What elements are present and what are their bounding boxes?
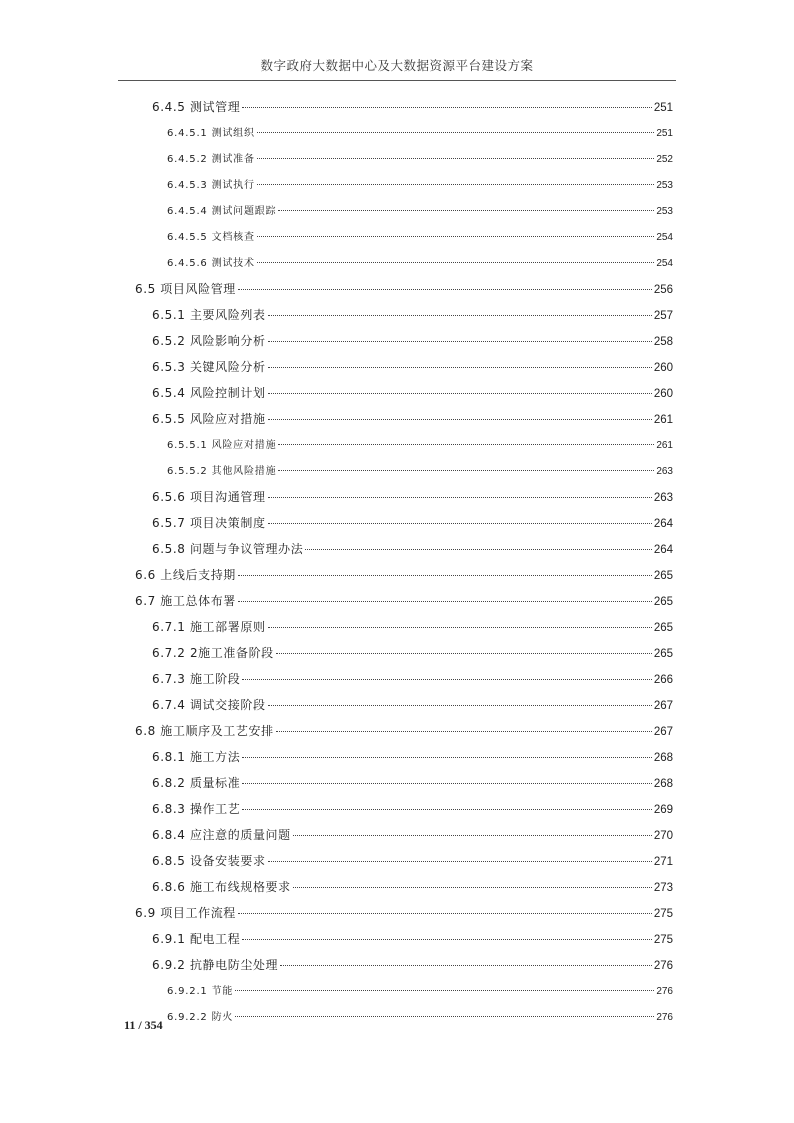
- toc-entry[interactable]: [152, 670, 673, 687]
- toc-entry-page-number: 260: [653, 388, 673, 400]
- toc-entry-label: 6.9.1 配电工程: [152, 932, 241, 946]
- toc-entry-label: 6.5.1 主要风险列表: [152, 308, 266, 322]
- toc-entry-page-number: 269: [653, 804, 673, 816]
- toc-entry[interactable]: [152, 514, 673, 531]
- toc-dot-leader: [268, 341, 652, 342]
- toc-entry-page-number: 254: [656, 232, 673, 243]
- toc-entry-label: 6.8.1 施工方法: [152, 750, 241, 764]
- toc-dot-leader: [257, 158, 655, 159]
- toc-dot-leader: [238, 575, 652, 576]
- toc-entry-page-number: 251: [656, 128, 673, 139]
- toc-dot-leader: [268, 861, 652, 862]
- toc-entry-page-number: 260: [653, 362, 673, 374]
- toc-entry[interactable]: [152, 774, 673, 791]
- toc-entry-page-number: 265: [653, 622, 673, 634]
- toc-entry-page-number: 254: [656, 258, 673, 269]
- toc-entry-label: 6.4.5.4 测试问题跟踪: [167, 206, 277, 217]
- toc-dot-leader: [242, 107, 651, 108]
- toc-dot-leader: [278, 444, 654, 445]
- toc-entry-label: 6.9 项目工作流程: [135, 906, 236, 920]
- toc-entry[interactable]: [135, 566, 673, 583]
- toc-entry-label: 6.6 上线后支持期: [135, 568, 236, 582]
- toc-dot-leader: [242, 757, 651, 758]
- toc-entry-page-number: 273: [653, 882, 673, 894]
- toc-entry-page-number: 276: [653, 960, 673, 972]
- toc-entry[interactable]: [167, 1008, 673, 1023]
- toc-entry[interactable]: [152, 930, 673, 947]
- toc-entry-page-number: 275: [653, 908, 673, 920]
- toc-entry-page-number: 251: [653, 102, 673, 114]
- toc-entry-label: 6.9.2 抗静电防尘处理: [152, 958, 279, 972]
- toc-dot-leader: [276, 731, 652, 732]
- toc-entry[interactable]: [152, 384, 673, 401]
- toc-dot-leader: [238, 913, 652, 914]
- toc-entry-label: 6.5.7 项目决策制度: [152, 516, 266, 530]
- toc-entry-page-number: 253: [656, 180, 673, 191]
- toc-entry[interactable]: [152, 98, 673, 115]
- toc-entry-page-number: 261: [656, 440, 673, 451]
- toc-dot-leader: [268, 367, 652, 368]
- toc-entry-label: 6.5 项目风险管理: [135, 282, 236, 296]
- toc-entry[interactable]: [152, 644, 673, 661]
- toc-entry[interactable]: [152, 956, 673, 973]
- toc-dot-leader: [278, 210, 654, 211]
- toc-dot-leader: [242, 783, 651, 784]
- toc-entry-label: 6.7.2 2施工准备阶段: [152, 646, 274, 660]
- toc-entry-label: 6.7.3 施工阶段: [152, 672, 241, 686]
- toc-entry-label: 6.7.1 施工部署原则: [152, 620, 266, 634]
- toc-entry[interactable]: [152, 696, 673, 713]
- toc-entry[interactable]: [167, 462, 673, 477]
- toc-dot-leader: [293, 887, 652, 888]
- toc-entry-page-number: 276: [656, 1012, 673, 1023]
- toc-entry-page-number: 265: [653, 570, 673, 582]
- toc-dot-leader: [280, 965, 652, 966]
- toc-entry-page-number: 257: [653, 310, 673, 322]
- toc-entry-label: 6.4.5.2 测试准备: [167, 154, 255, 165]
- toc-entry-label: 6.4.5.6 测试技术: [167, 258, 255, 269]
- toc-entry-label: 6.4.5.3 测试执行: [167, 180, 255, 191]
- toc-entry-page-number: 252: [656, 154, 673, 165]
- toc-entry-page-number: 264: [653, 544, 673, 556]
- toc-dot-leader: [238, 601, 652, 602]
- toc-entry[interactable]: [167, 150, 673, 165]
- toc-dot-leader: [242, 679, 651, 680]
- toc-entry[interactable]: [152, 488, 673, 505]
- toc-dot-leader: [238, 289, 652, 290]
- toc-entry-label: 6.7.4 调试交接阶段: [152, 698, 266, 712]
- toc-entry[interactable]: [167, 228, 673, 243]
- toc-entry-label: 6.8.3 操作工艺: [152, 802, 241, 816]
- toc-entry[interactable]: [152, 618, 673, 635]
- toc-entry-page-number: 268: [653, 778, 673, 790]
- toc-entry[interactable]: [152, 540, 673, 557]
- toc-entry-label: 6.5.5.1 风险应对措施: [167, 440, 277, 451]
- toc-entry[interactable]: [152, 826, 673, 843]
- toc-entry-page-number: 267: [653, 700, 673, 712]
- toc-entry-page-number: 264: [653, 518, 673, 530]
- toc-entry-page-number: 263: [656, 466, 673, 477]
- toc-dot-leader: [268, 497, 652, 498]
- toc-entry-label: 6.4.5 测试管理: [152, 100, 241, 114]
- toc-entry-page-number: 276: [656, 986, 673, 997]
- toc-entry-page-number: 268: [653, 752, 673, 764]
- toc-entry-label: 6.5.4 风险控制计划: [152, 386, 266, 400]
- toc-entry-label: 6.8.2 质量标准: [152, 776, 241, 790]
- toc-entry[interactable]: [152, 332, 673, 349]
- toc-entry-label: 6.5.2 风险影响分析: [152, 334, 266, 348]
- page-header-title: 数字政府大数据中心及大数据资源平台建设方案: [260, 58, 534, 73]
- toc-dot-leader: [268, 705, 652, 706]
- header-divider: [118, 80, 676, 81]
- toc-entry-page-number: 258: [653, 336, 673, 348]
- toc-entry[interactable]: [152, 800, 673, 817]
- toc-dot-leader: [257, 132, 655, 133]
- toc-entry[interactable]: [152, 748, 673, 765]
- toc-entry[interactable]: [167, 254, 673, 269]
- toc-entry[interactable]: [135, 904, 673, 921]
- toc-entry-page-number: 265: [653, 596, 673, 608]
- toc-entry[interactable]: [167, 982, 673, 997]
- toc-entry-page-number: 266: [653, 674, 673, 686]
- toc-dot-leader: [305, 549, 651, 550]
- toc-entry[interactable]: [152, 878, 673, 895]
- toc-dot-leader: [242, 939, 651, 940]
- toc-dot-leader: [278, 470, 654, 471]
- toc-entry-page-number: 267: [653, 726, 673, 738]
- toc-entry[interactable]: [152, 852, 673, 869]
- toc-entry-page-number: 253: [656, 206, 673, 217]
- toc-entry[interactable]: [135, 280, 673, 297]
- toc-dot-leader: [268, 627, 652, 628]
- toc-entry-label: 6.8 施工顺序及工艺安排: [135, 724, 274, 738]
- toc-entry-label: 6.8.6 施工布线规格要求: [152, 880, 291, 894]
- toc-dot-leader: [268, 419, 652, 420]
- toc-entry[interactable]: [152, 358, 673, 375]
- toc-dot-leader: [235, 990, 654, 991]
- toc-entry[interactable]: [167, 124, 673, 139]
- toc-entry-page-number: 256: [653, 284, 673, 296]
- toc-dot-leader: [293, 835, 652, 836]
- toc-entry-page-number: 263: [653, 492, 673, 504]
- toc-dot-leader: [257, 262, 655, 263]
- toc-entry-label: 6.5.5.2 其他风险措施: [167, 466, 277, 477]
- toc-dot-leader: [276, 653, 652, 654]
- toc-entry-label: 6.9.2.2 防火: [167, 1012, 234, 1023]
- toc-dot-leader: [268, 315, 652, 316]
- toc-entry[interactable]: [152, 306, 673, 323]
- toc-entry-page-number: 275: [653, 934, 673, 946]
- toc-entry-label: 6.9.2.1 节能: [167, 986, 234, 997]
- toc-dot-leader: [257, 236, 655, 237]
- page-number-footer: 11 / 354: [124, 1018, 163, 1032]
- toc-entry[interactable]: [167, 176, 673, 191]
- toc-entry-label: 6.5.8 问题与争议管理办法: [152, 542, 304, 556]
- toc-entry[interactable]: [167, 436, 673, 451]
- toc-dot-leader: [268, 523, 652, 524]
- toc-entry-page-number: 265: [653, 648, 673, 660]
- toc-dot-leader: [257, 184, 655, 185]
- toc-entry-label: 6.8.5 设备安装要求: [152, 854, 266, 868]
- toc-entry-page-number: 270: [653, 830, 673, 842]
- toc-entry[interactable]: [167, 202, 673, 217]
- toc-entry-label: 6.7 施工总体布署: [135, 594, 236, 608]
- toc-dot-leader: [235, 1016, 654, 1017]
- toc-entry-label: 6.5.3 关键风险分析: [152, 360, 266, 374]
- toc-entry-page-number: 271: [653, 856, 673, 868]
- toc-dot-leader: [268, 393, 652, 394]
- toc-entry-label: 6.5.6 项目沟通管理: [152, 490, 266, 504]
- toc-dot-leader: [242, 809, 651, 810]
- toc-entry-label: 6.8.4 应注意的质量问题: [152, 828, 291, 842]
- toc-entry[interactable]: [135, 722, 673, 739]
- toc-entry-label: 6.4.5.5 文档核查: [167, 232, 255, 243]
- toc-entry-page-number: 261: [653, 414, 673, 426]
- toc-entry-label: 6.5.5 风险应对措施: [152, 412, 266, 426]
- toc-entry[interactable]: [135, 592, 673, 609]
- toc-entry-label: 6.4.5.1 测试组织: [167, 128, 255, 139]
- toc-entry[interactable]: [152, 410, 673, 427]
